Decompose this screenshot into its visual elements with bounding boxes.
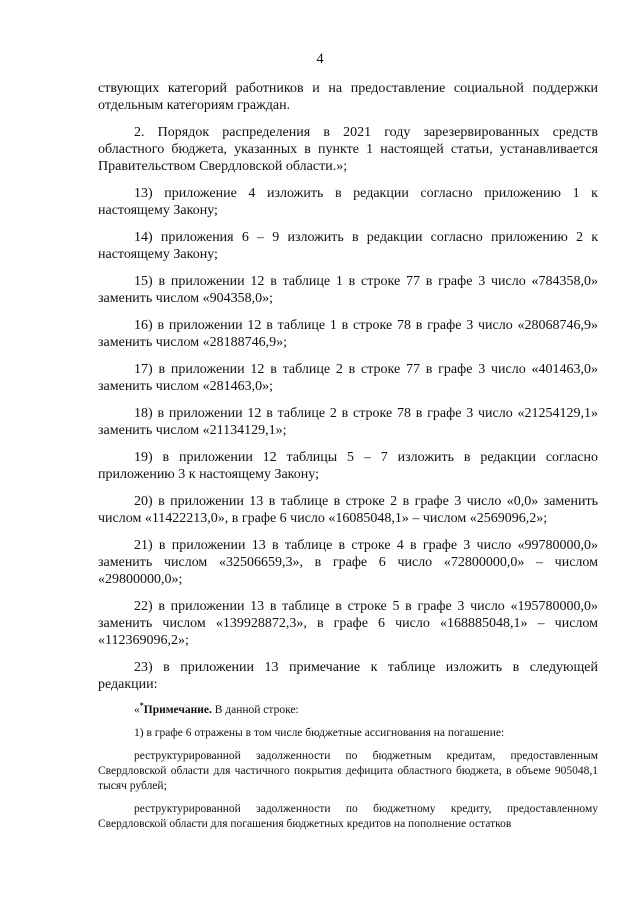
note-item-1a: реструктурированной задолженности по бюджетным кредитам, предоставленным Свердловской области для частичного покрытия дефицита областного бюджета, в объеме 905048,1 тысяч рублей;	[98, 750, 598, 792]
paragraph-item-20: 20) в приложении 13 в таблице в строке 2 в графе 3 число «0,0» заменить числом «11422213,0», в графе 6 число «16085048,1» – числом «2569096,2»;	[98, 494, 598, 526]
paragraph-item-17: 17) в приложении 12 в таблице 2 в строке 77 в графе 3 число «401463,0» заменить числом «281463,0»;	[98, 362, 598, 394]
paragraph-item-2: 2. Порядок распределения в 2021 году зарезервированных средств областного бюджета, указанных в пункте 1 настоящей статьи, устанавливается Правительством Свердловской области.»;	[98, 125, 598, 174]
note-marker: *	[139, 701, 144, 711]
paragraph-item-16: 16) в приложении 12 в таблице 1 в строке 78 в графе 3 число «28068746,9» заменить числом «28188746,9»;	[98, 318, 598, 350]
paragraph-item-19: 19) в приложении 12 таблицы 5 – 7 изложить в редакции согласно приложению 3 к настоящему Закону;	[98, 450, 598, 482]
paragraph-item-18: 18) в приложении 12 в таблице 2 в строке 78 в графе 3 число «21254129,1» заменить числом «21134129,1»;	[98, 406, 598, 438]
page-number: 4	[316, 51, 324, 67]
document-body	[98, 80, 598, 840]
note-heading	[98, 703, 598, 718]
paragraph-item-22: 22) в приложении 13 в таблице в строке 5 в графе 3 число «195780000,0» заменить числом «139928872,3», в графе 6 число «168885048,1» – числом «112369096,2»;	[98, 599, 598, 648]
paragraph-item-23: 23) в приложении 13 примечание к таблице изложить в следующей редакции:	[98, 660, 598, 692]
note-intro-text: В данной строке:	[211, 704, 299, 716]
paragraph-item-14: 14) приложения 6 – 9 изложить в редакции согласно приложению 2 к настоящему Закону;	[98, 230, 598, 262]
note-label-group	[139, 701, 212, 716]
paragraph-continuation: ствующих категорий работников и на предоставление социальной поддержки отдельным категориям граждан.	[98, 81, 598, 113]
note-label: Примечание.	[143, 704, 212, 716]
note-open-quote: «	[134, 704, 140, 716]
note-item-1: 1) в графе 6 отражены в том числе бюджетные ассигнования на погашение:	[134, 727, 505, 739]
note-item-1b: реструктурированной задолженности по бюджетному кредиту, предоставленному Свердловской области для погашения бюджетных кредитов на пополнение остатков	[98, 803, 598, 830]
paragraph-item-13: 13) приложение 4 изложить в редакции согласно приложению 1 к настоящему Закону;	[98, 186, 598, 218]
paragraph-item-15: 15) в приложении 12 в таблице 1 в строке 77 в графе 3 число «784358,0» заменить числом «904358,0»;	[98, 274, 598, 306]
paragraph-item-21: 21) в приложении 13 в таблице в строке 4 в графе 3 число «99780000,0» заменить числом «32506659,3», в графе 6 число «72800000,0» – числом «29800000,0»;	[98, 538, 598, 587]
